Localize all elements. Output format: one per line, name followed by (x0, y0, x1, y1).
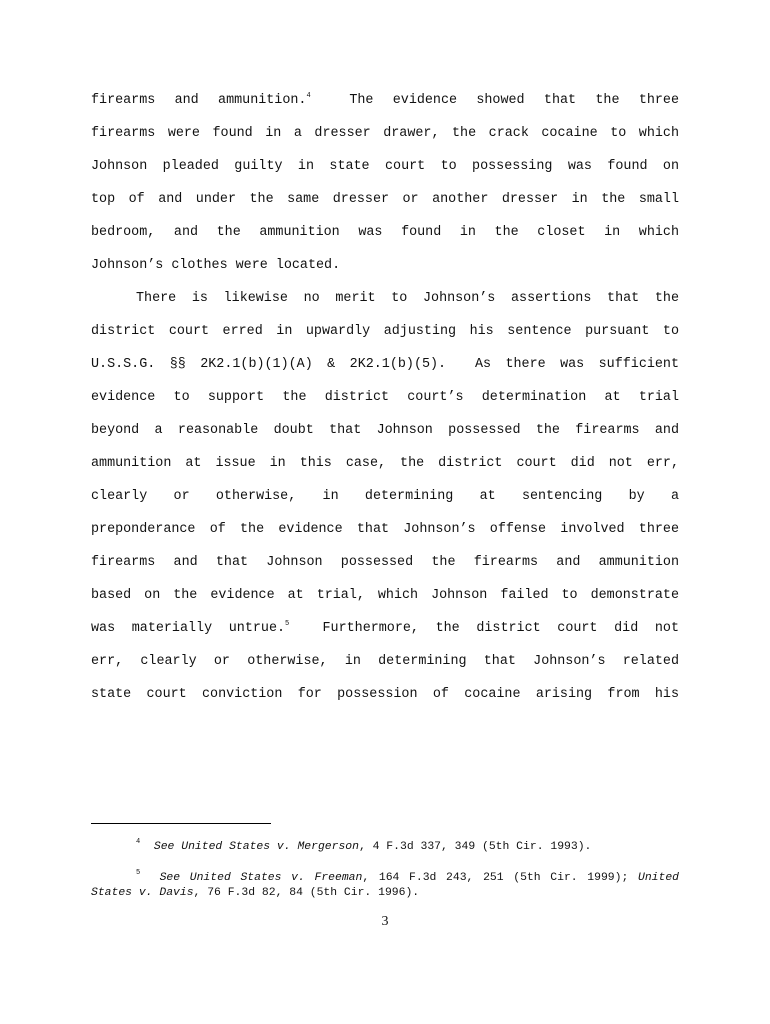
body-line: preponderance of the evidence that Johnson’s offense involved three (91, 522, 679, 537)
body-line: was materially untrue.$^5$ Furthermore, the district court did not (91, 620, 679, 636)
body-line: err, clearly or otherwise, in determining that Johnson’s related (91, 654, 679, 669)
body-line: clearly or otherwise, in determining at sentencing by a (91, 489, 679, 504)
body-line: Johnson’s clothes were located. (91, 258, 341, 273)
body-line: bedroom, and the ammunition was found in the closet in which (91, 225, 679, 240)
body-line: evidence to support the district court’s determination at trial (91, 390, 679, 405)
body-line: beyond a reasonable doubt that Johnson possessed the firearms and (91, 423, 679, 438)
footnote-ref-5[interactable]: 5 (285, 620, 290, 628)
footnote-5-line-2: States v. Davis, 76 F.3d 82, 84 (5th Cir. 1996). (91, 887, 420, 899)
page-number: 3 (381, 914, 389, 929)
footnote-4: $^4$ See United States v. Mergerson, 4 F.3d 337, 349 (5th Cir. 1993). (136, 838, 592, 853)
body-line: Johnson pleaded guilty in state court to possessing was found on (91, 159, 679, 174)
body-line: district court erred in upwardly adjusting his sentence pursuant to (91, 324, 679, 339)
body-line: state court conviction for possession of cocaine arising from his (91, 687, 679, 702)
body-line: top of and under the same dresser or another dresser in the small (91, 192, 679, 207)
body-line: based on the evidence at trial, which Johnson failed to demonstrate (91, 588, 679, 603)
body-line: firearms and ammunition.$^4$ The evidence showed that the three (91, 92, 679, 108)
footnote-ref-4[interactable]: 4 (306, 92, 311, 100)
footnote-separator (91, 823, 271, 824)
body-line: firearms were found in a dresser drawer, the crack cocaine to which (91, 126, 679, 141)
body-line: ammunition at issue in this case, the district court did not err, (91, 456, 679, 471)
body-line: There is likewise no merit to Johnson’s assertions that the (136, 291, 679, 306)
body-line: firearms and that Johnson possessed the firearms and ammunition (91, 555, 679, 570)
body-line: U.S.S.G. §§ 2K2.1(b)(1)(A) & 2K2.1(b)(5). As there was sufficient (91, 357, 679, 372)
footnote-5-line-1: $^5$ See United States v. Freeman, 164 F.3d 243, 251 (5th Cir. 1999); United (136, 869, 679, 884)
